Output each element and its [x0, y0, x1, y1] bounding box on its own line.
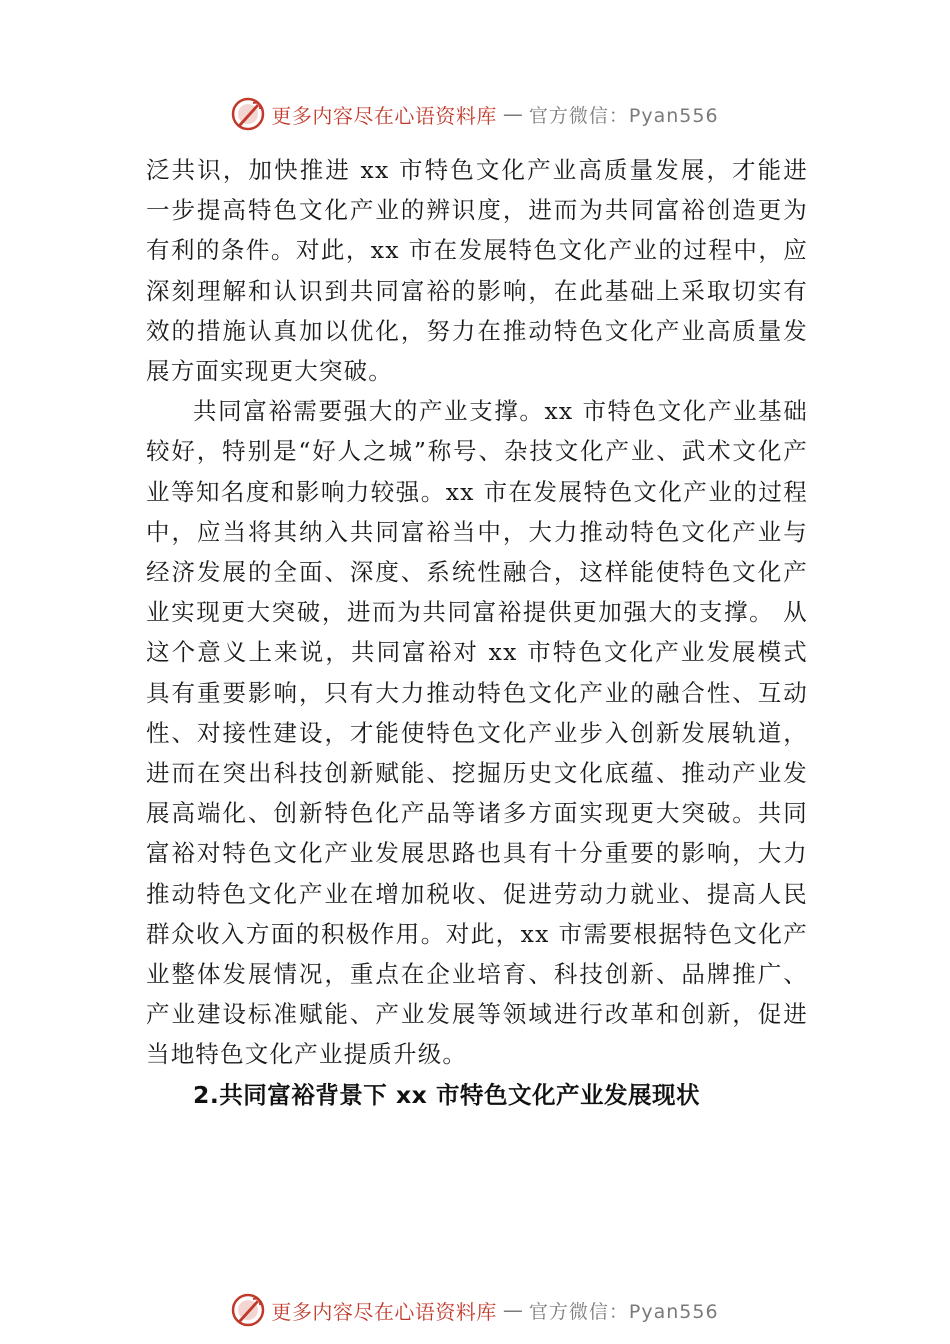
document-body	[146, 150, 808, 1115]
watermark-site-name: 更多内容尽在心语资料库	[271, 103, 497, 128]
quill-logo-icon	[231, 1293, 265, 1327]
watermark-site-name: 更多内容尽在心语资料库	[271, 1299, 497, 1324]
watermark-dash: —	[502, 1298, 523, 1322]
footer-watermark	[0, 1290, 950, 1330]
paragraph-continued: 泛共识，加快推进 xx 市特色文化产业高质量发展，才能进一步提高特色文化产业的辨识度，进而为共同富裕创造更为有利的条件。对此，xx 市在发展特色文化产业的过程中，应深刻理解和认识到共同富裕的影响，在此基础上采取切实有效的措施认真加以优化，努力在推动特色文化产业高质量发展方面实现更大突破。	[146, 156, 808, 386]
header-watermark	[0, 94, 950, 134]
watermark-wechat: 官方微信：Pyan556	[528, 1300, 719, 1323]
section-heading: 2.共同富裕背景下 xx 市特色文化产业发展现状	[193, 1080, 700, 1109]
quill-logo-icon	[231, 97, 265, 131]
watermark-wechat: 官方微信：Pyan556	[528, 104, 719, 127]
watermark-dash: —	[502, 102, 523, 126]
paragraph-industry-support: 共同富裕需要强大的产业支撑。xx 市特色文化产业基础较好，特别是“好人之城”称号、杂技文化产业、武术文化产业等知名度和影响力较强。xx 市在发展特色文化产业的过程中，应当将其纳入共同富裕当中，大力推动特色文化产业与经济发展的全面、深度、系统性融合，这样能使特色文化产业实现更大突破，进而为共同富裕提供更加强大的支撑。 从这个意义上来说，共同富裕对 xx 市特色文化产业发展模式具有重要影响，只有大力推动特色文化产业的融合性、互动性、对接性建设，才能使特色文化产业步入创新发展轨道， 进而在突出科技创新赋能、挖掘历史文化底蕴、推动产业发展高端化、创新特色化产品等诸多方面实现更大突破。共同富裕对特色文化产业发展思路也具有十分重要的影响，大力推动特色文化产业在增加税收、促进劳动力就业、提高人民群众收入方面的积极作用。对此，xx 市需要根据特色文化产业整体发展情况，重点在企业培育、科技创新、品牌推广、 产业建设标准赋能、产业发展等领域进行改革和创新，促进当地特色文化产业提质升级。	[146, 397, 808, 1069]
